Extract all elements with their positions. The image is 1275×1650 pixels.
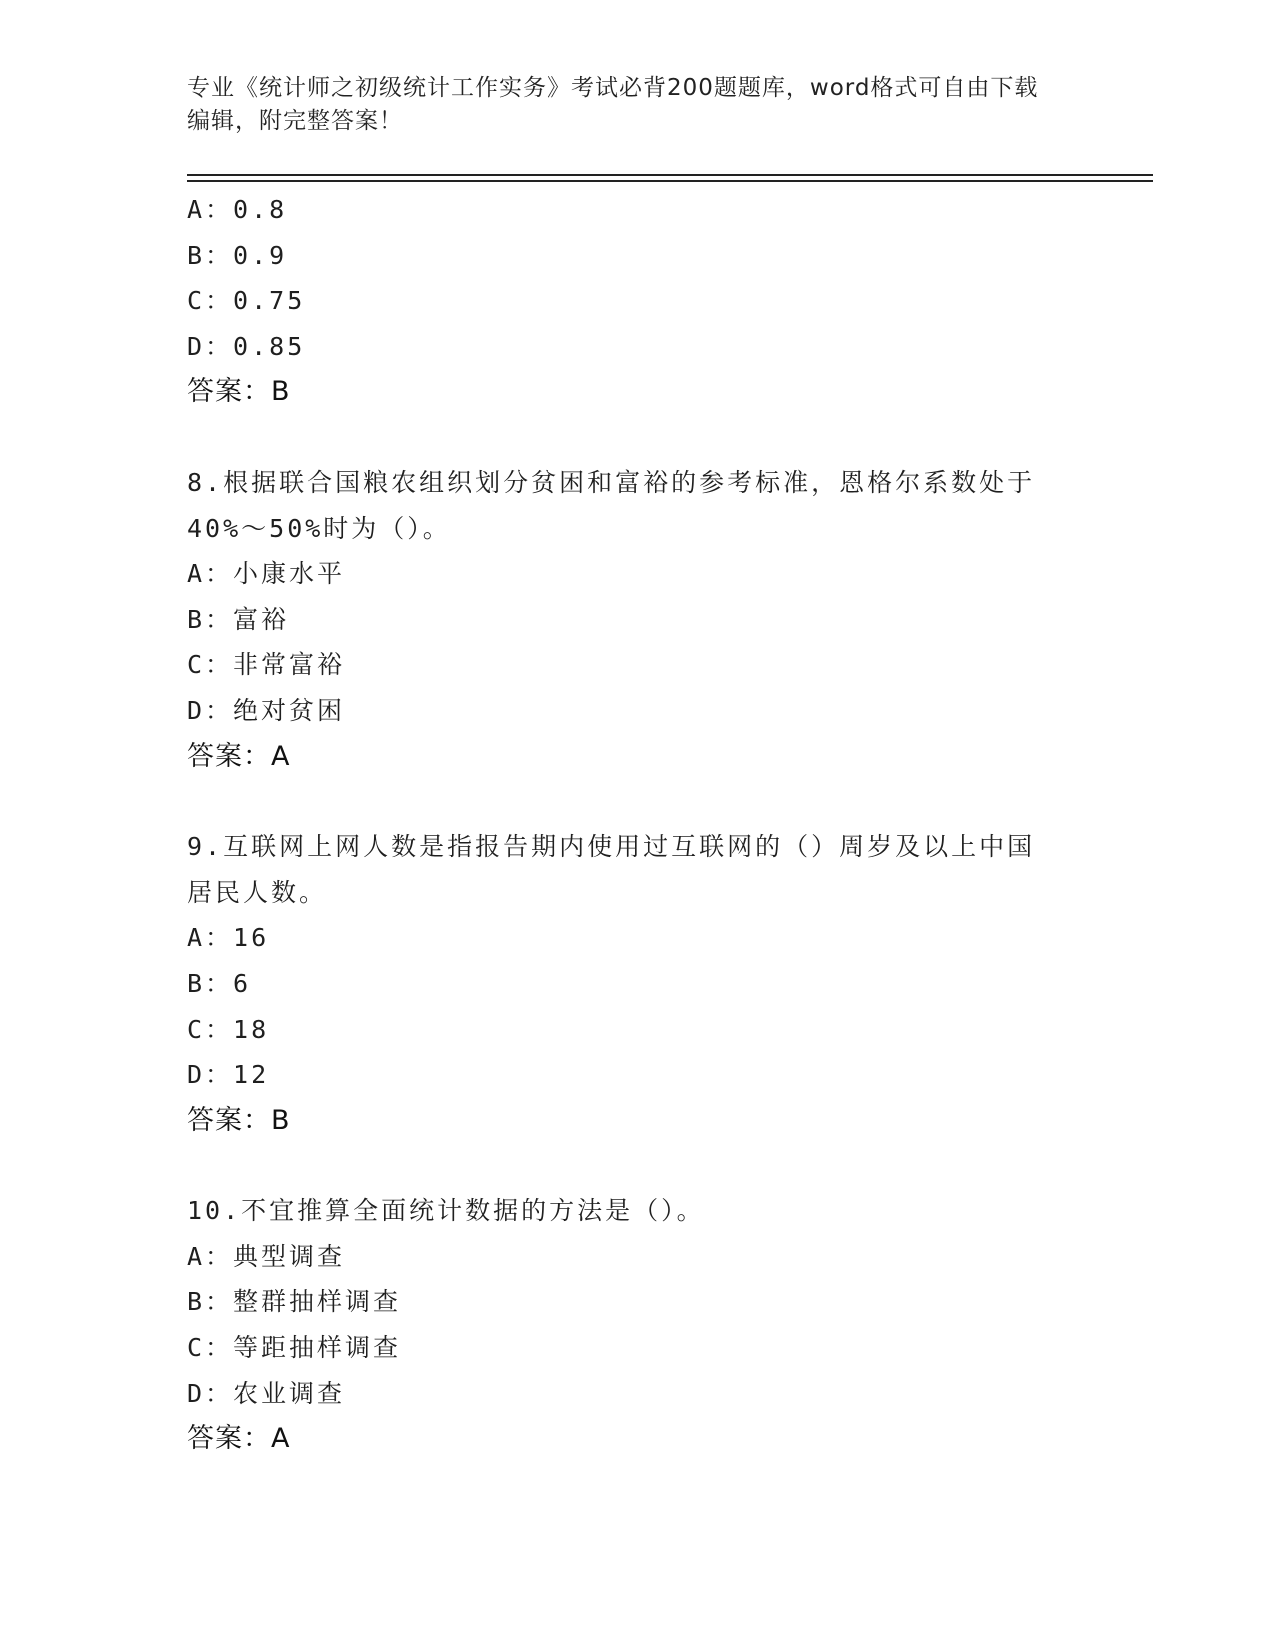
answer-line: 答案：B: [187, 376, 291, 408]
option-b: B：富裕: [187, 604, 290, 634]
question-block-7: [187, 187, 1067, 415]
question-stem-line: 8.根据联合国粮农组织划分贫困和富裕的参考标准，恩格尔系数处于: [187, 467, 1036, 497]
question-block-9: [187, 824, 1067, 1143]
option-b: B：整群抽样调查: [187, 1287, 402, 1317]
document-header: [187, 72, 1067, 138]
option-b: B：6: [187, 968, 252, 998]
answer-line: 答案：A: [187, 740, 291, 772]
option-c: C：非常富裕: [187, 650, 346, 680]
option-d: D：0.85: [187, 331, 306, 361]
question-block-8: [187, 460, 1067, 779]
option-b: B：0.9: [187, 240, 288, 270]
question-stem-line: 10.不宜推算全面统计数据的方法是（）。: [187, 1196, 705, 1226]
option-c: C：18: [187, 1014, 270, 1044]
header-line-2: 编辑，附完整答案！: [187, 108, 403, 134]
header-line-1: 专业《统计师之初级统计工作实务》考试必背200题题库，word格式可自由下载: [187, 75, 1039, 101]
answer-line: 答案：A: [187, 1423, 291, 1455]
option-d: D：12: [187, 1060, 270, 1090]
header-divider-bottom: [187, 180, 1153, 182]
option-a: A：典型调查: [187, 1241, 346, 1271]
answer-line: 答案：B: [187, 1104, 291, 1136]
header-divider-top: [187, 174, 1153, 176]
option-a: A：0.8: [187, 195, 288, 224]
block-spacer: [187, 1143, 1067, 1188]
option-c: C：等距抽样调查: [187, 1333, 402, 1363]
option-c: C：0.75: [187, 286, 306, 316]
option-d: D：绝对贫困: [187, 695, 346, 725]
question-list: [187, 187, 1067, 1462]
block-spacer: [187, 415, 1067, 460]
option-d: D：农业调查: [187, 1378, 346, 1408]
block-spacer: [187, 779, 1067, 824]
question-stem-line: 40%～50%时为（）。: [187, 513, 451, 543]
question-stem-line: 居民人数。: [187, 877, 328, 907]
question-block-10: [187, 1188, 1067, 1462]
question-stem-line: 9.互联网上网人数是指报告期内使用过互联网的（）周岁及以上中国: [187, 832, 1036, 862]
option-a: A：16: [187, 923, 270, 953]
option-a: A：小康水平: [187, 559, 346, 589]
